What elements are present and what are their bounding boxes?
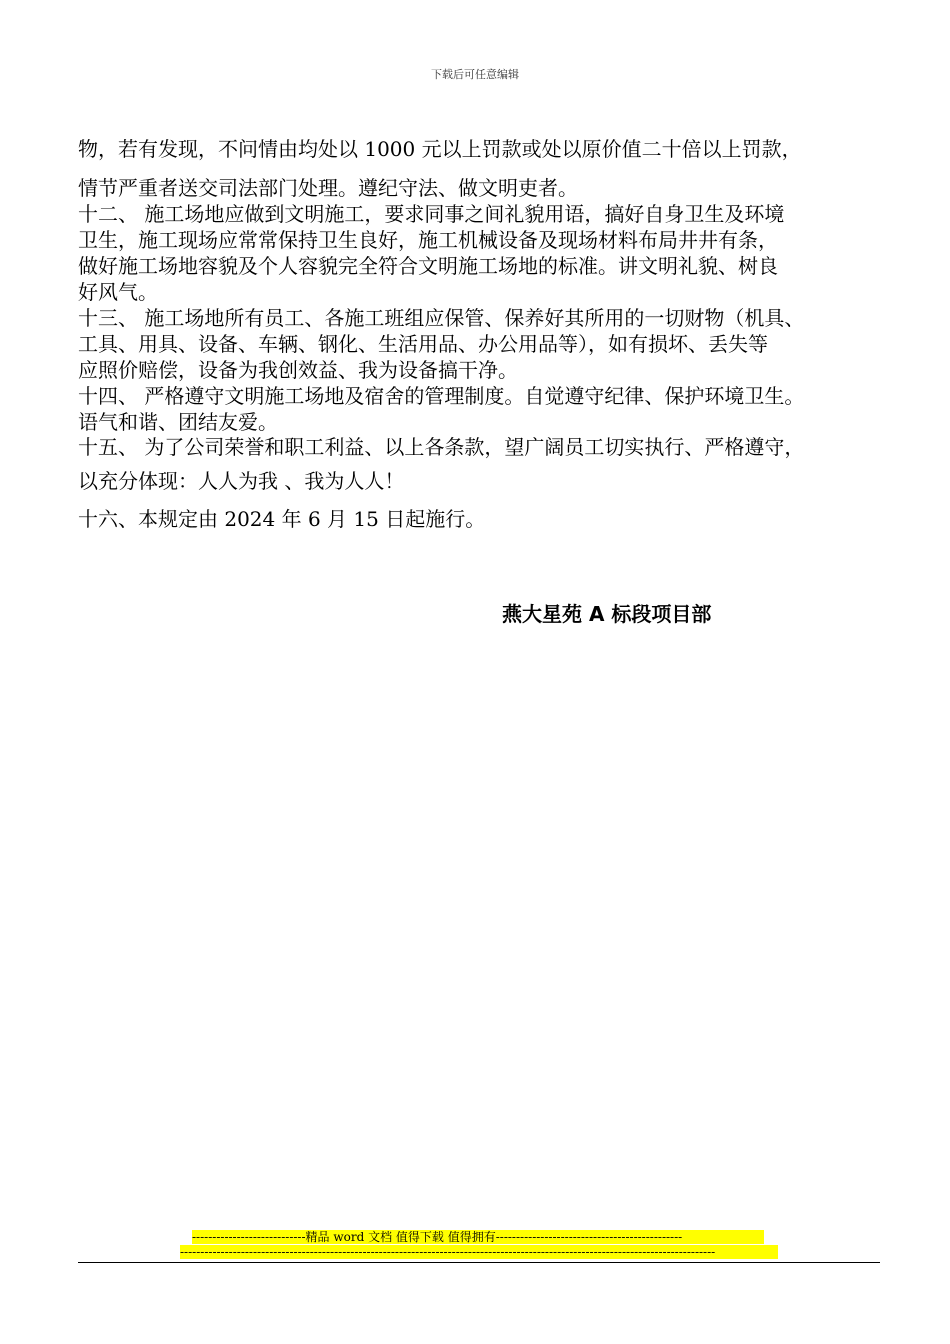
page-header-note: 下载后可任意编辑 — [431, 68, 519, 81]
footer-dash-line: ------------------------------------------------------------------------------------------------------------------------------------ — [180, 1245, 778, 1259]
paragraph-line: 物，若有发现，不问情由均处以 1000 元以上罚款或处以原价值二十倍以上罚款， — [78, 137, 802, 161]
paragraph-line: 十六、本规定由 2024 年 6 月 15 日起施行。 — [78, 507, 486, 531]
signature-department: 燕大星苑 A 标段项目部 — [502, 602, 712, 626]
paragraph-line: 情节严重者送交司法部门处理。遵纪守法、做文明吏者。 — [78, 176, 578, 200]
paragraph-line: 语气和谐、团结友爱。 — [78, 410, 278, 434]
footer-banner: ----------------------------精品 word 文档 值得下载 值得拥有---------------------------------------------- — [192, 1230, 764, 1244]
paragraph-line: 十五、 为了公司荣誉和职工利益、以上各条款，望广阔员工切实执行、严格遵守， — [78, 435, 805, 459]
paragraph-line: 应照价赔偿，设备为我创效益、我为设备搞干净。 — [78, 358, 518, 382]
paragraph-line: 十三、 施工场地所有员工、各施工班组应保管、保养好其所用的一切财物（机具、 — [78, 306, 805, 330]
paragraph-line: 十二、 施工场地应做到文明施工，要求同事之间礼貌用语，搞好自身卫生及环境 — [78, 202, 785, 226]
paragraph-line: 好风气。 — [78, 280, 158, 304]
paragraph-line: 以充分体现：人人为我 、我为人人！ — [78, 469, 405, 493]
paragraph-line: 工具、用具、设备、车辆、钢化、生活用品、办公用品等），如有损坏、丢失等 — [78, 332, 768, 356]
footer-divider — [78, 1262, 880, 1263]
paragraph-line: 做好施工场地容貌及个人容貌完全符合文明施工场地的标准。讲文明礼貌、树良 — [78, 254, 778, 278]
paragraph-line: 卫生，施工现场应常常保持卫生良好，施工机械设备及现场材料布局井井有条， — [78, 228, 778, 252]
paragraph-line: 十四、 严格遵守文明施工场地及宿舍的管理制度。自觉遵守纪律、保护环境卫生。 — [78, 384, 805, 408]
